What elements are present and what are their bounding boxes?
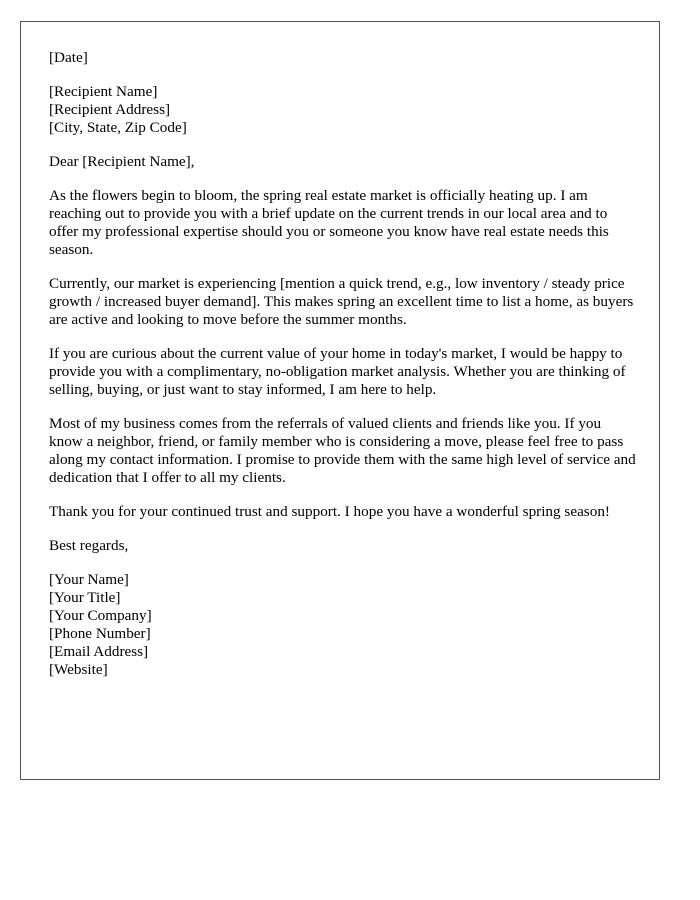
signature-title: [Your Title] (49, 589, 121, 606)
paragraph-referrals: Most of my business comes from the referrals of valued clients and friends like you. If you know a neighbor, friend, or family member who is considering a move, please feel free to pass along my contact information. I promise to provide them with the same high level of service and dedication that I offer to all my clients. (49, 415, 636, 486)
recipient-city-state-zip: [City, State, Zip Code] (49, 119, 187, 136)
signature-email: [Email Address] (49, 643, 149, 660)
paragraph-intro: As the flowers begin to bloom, the spring real estate market is officially heating up. I am reaching out to provide you with a brief update on the current trends in our local area and to offer my professional expertise should you or someone you know have real estate needs this season. (49, 187, 609, 258)
signature-website: [Website] (49, 661, 108, 678)
signature-name: [Your Name] (49, 571, 129, 588)
salutation (49, 153, 637, 171)
date-text: [Date] (49, 49, 88, 66)
closing (49, 537, 637, 555)
signature-company: [Your Company] (49, 607, 152, 624)
letter-date (49, 49, 637, 67)
paragraph-thanks: Thank you for your continued trust and support. I hope you have a wonderful spring season! (49, 503, 610, 520)
recipient-block (49, 83, 637, 137)
closing-text: Best regards, (49, 537, 129, 554)
recipient-address: [Recipient Address] (49, 101, 171, 118)
letter-page (20, 21, 660, 780)
signature-block (49, 571, 637, 679)
paragraph-market-analysis: If you are curious about the current value of your home in today's market, I would be happy to provide you with a complimentary, no-obligation market analysis. Whether you are thinking of selling, buying, or just want to stay informed, I am here to help. (49, 345, 626, 398)
salutation-text: Dear [Recipient Name], (49, 153, 195, 170)
letter-body (49, 49, 637, 695)
signature-phone: [Phone Number] (49, 625, 151, 642)
recipient-name: [Recipient Name] (49, 83, 158, 100)
paragraph-market-trend: Currently, our market is experiencing [mention a quick trend, e.g., low inventory / steady price growth / increased buyer demand]. This makes spring an excellent time to list a home, as buyers are active and looking to move before the summer months. (49, 275, 634, 328)
